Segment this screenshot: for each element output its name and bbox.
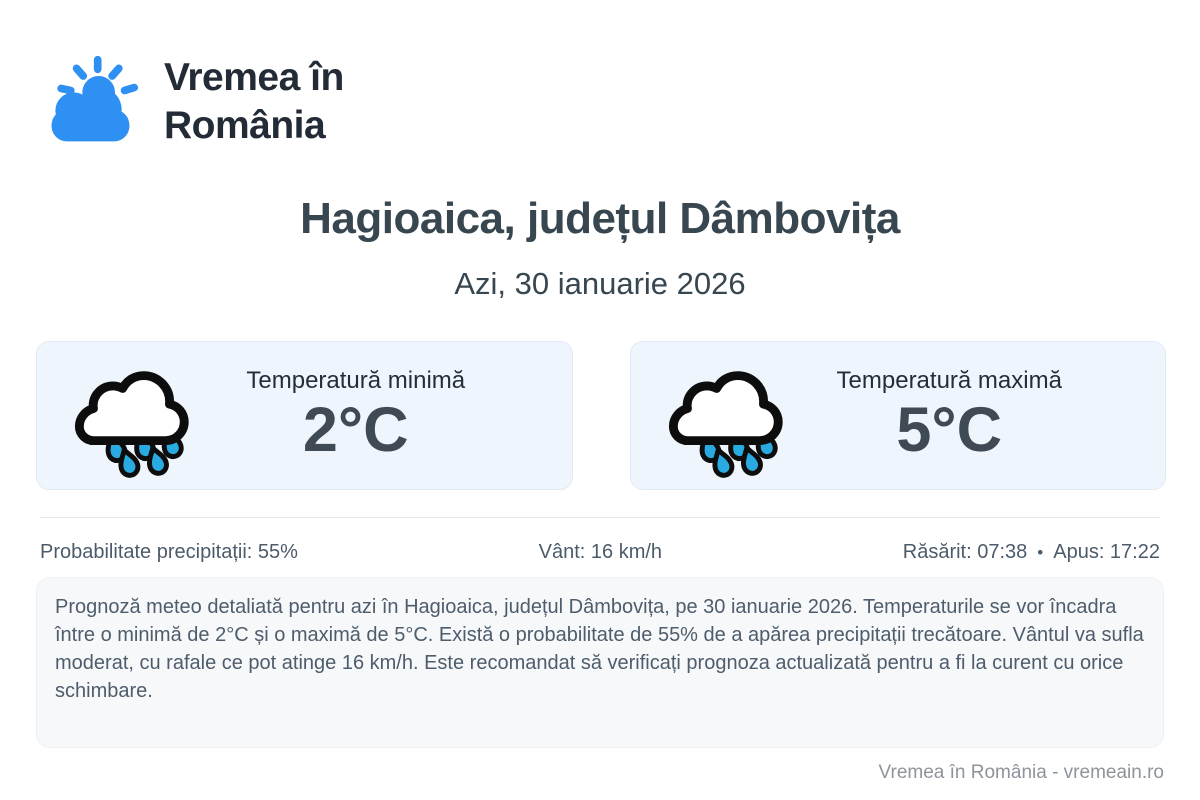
sunset-time: Apus: 17:22	[1053, 541, 1160, 563]
min-temperature-label: Temperatură minimă	[246, 367, 466, 395]
max-temperature-value: 5°C	[896, 395, 1003, 466]
page-subtitle: Azi, 30 ianuarie 2026	[454, 266, 746, 301]
footer-credit: Vremea în România - vremeain.ro	[878, 762, 1164, 783]
site-logo	[40, 52, 344, 152]
precipitation-probability: Probabilitate precipitații: 55%	[40, 541, 298, 563]
sunrise-time: Răsărit: 07:38	[902, 541, 1028, 563]
wind-speed: Vânt: 16 km/h	[538, 541, 663, 563]
logo-line-2: România	[164, 104, 326, 147]
rain-cloud-icon	[664, 351, 794, 481]
sun-times	[903, 541, 1160, 564]
bullet-separator: •	[1037, 543, 1044, 562]
max-temperature-card	[630, 341, 1167, 490]
page-title: Hagioaica, județul Dâmbovița	[300, 194, 900, 243]
max-temperature-block	[794, 367, 1106, 466]
min-temperature-value: 2°C	[302, 395, 409, 466]
weather-stats-row	[40, 517, 1160, 564]
forecast-text: Prognoză meteo detaliată pentru azi în Hagioaica, județul Dâmbovița, pe 30 ianuarie 2026. Temperaturile se vor încadra între o minimă de 2°C și o maximă de 5°C. Există o probabilitate de 55% de a apărea precipitații trecătoare. Vântul va sufla moderat, cu rafale ce pot atinge 16 km/h. Este recomandat să verificați prognoza actualizată pentru a fi la curent cu orice schimbare.	[55, 596, 1144, 702]
rain-cloud-icon	[70, 351, 200, 481]
max-temperature-label: Temperatură maximă	[836, 367, 1062, 395]
sun-cloud-logo-icon	[40, 52, 140, 152]
min-temperature-card	[36, 341, 573, 490]
temperature-cards	[36, 341, 1166, 490]
min-temperature-block	[200, 367, 512, 466]
logo-line-1: Vremea în	[164, 55, 344, 99]
site-logo-text	[164, 54, 344, 151]
forecast-panel	[36, 577, 1164, 748]
